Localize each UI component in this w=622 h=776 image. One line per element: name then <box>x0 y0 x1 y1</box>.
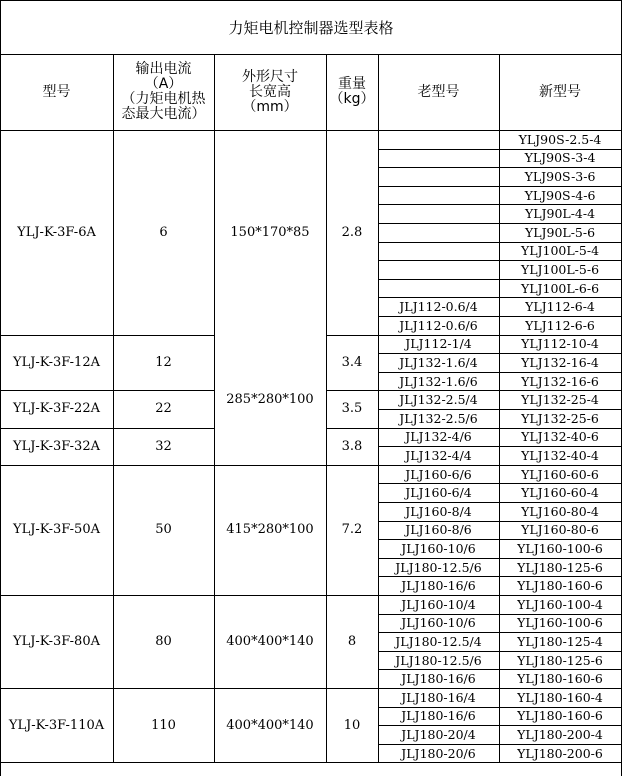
subrow-divider <box>378 521 622 522</box>
group-divider <box>0 335 215 336</box>
group-divider <box>0 595 215 596</box>
new-model-cell: YLJ160-60-6 <box>521 466 599 482</box>
old-model-cell: JLJ180-12.5/6 <box>395 652 482 668</box>
model-cell: YLJ-K-3F-22A <box>12 401 100 417</box>
old-model-cell: JLJ132-1.6/6 <box>399 373 478 389</box>
border-top <box>0 0 622 1</box>
subrow-divider <box>378 465 622 466</box>
old-model-cell: JLJ112-0.6/6 <box>399 317 478 333</box>
new-model-cell: YLJ132-40-4 <box>521 447 599 463</box>
new-model-cell: YLJ180-160-6 <box>517 708 603 724</box>
table-title: 力矩电机控制器选型表格 <box>228 18 394 37</box>
size-cell: 400*400*140 <box>226 634 314 649</box>
old-model-cell <box>378 260 499 279</box>
new-model-cell: YLJ90S-4-6 <box>524 187 596 203</box>
size-cell: 150*170*85 <box>230 224 310 240</box>
old-model-cell: JLJ160-8/6 <box>405 522 472 538</box>
group-divider <box>0 688 215 689</box>
size-cell: 285*280*100 <box>226 392 314 408</box>
subrow-divider <box>378 595 622 596</box>
old-model-cell: JLJ180-12.5/6 <box>395 559 482 575</box>
group-divider <box>326 465 379 466</box>
subrow-divider <box>378 725 622 726</box>
new-model-cell: YLJ160-100-4 <box>517 596 603 612</box>
subrow-divider <box>378 558 622 559</box>
subrow-divider <box>378 502 622 503</box>
header-old-model: 老型号 <box>417 83 460 100</box>
subrow-divider <box>378 651 622 652</box>
model-cell: YLJ-K-3F-6A <box>17 224 96 240</box>
size-divider <box>214 465 327 466</box>
group-divider <box>0 428 215 429</box>
new-model-cell: YLJ112-6-6 <box>525 317 595 333</box>
old-model-cell <box>378 167 499 186</box>
subrow-divider <box>378 279 622 280</box>
group-divider <box>326 335 379 336</box>
new-model-cell: YLJ112-6-4 <box>525 299 595 315</box>
group-divider <box>326 688 379 689</box>
subrow-divider <box>378 539 622 540</box>
old-model-cell: JLJ180-20/4 <box>401 726 476 742</box>
old-model-cell <box>378 223 499 242</box>
subrow-divider <box>378 353 622 354</box>
header-new-model: 新型号 <box>539 83 581 100</box>
subrow-divider <box>378 576 622 577</box>
old-model-cell: JLJ132-2.5/4 <box>399 392 478 408</box>
current-cell: 110 <box>151 717 176 733</box>
current-cell: 22 <box>155 401 172 417</box>
old-model-cell: JLJ180-20/6 <box>401 745 476 761</box>
old-model-cell: JLJ180-12.5/4 <box>395 633 482 649</box>
old-model-cell <box>378 242 499 261</box>
new-model-cell: YLJ160-80-4 <box>521 503 599 519</box>
subrow-divider <box>378 744 622 745</box>
subrow-divider <box>378 409 622 410</box>
subrow-divider <box>378 335 622 336</box>
current-cell: 6 <box>159 224 168 240</box>
new-model-cell: YLJ180-125-4 <box>517 633 603 649</box>
subrow-divider <box>378 688 622 689</box>
old-model-cell <box>378 279 499 298</box>
new-model-cell: YLJ90S-2.5-4 <box>518 131 602 147</box>
old-model-cell: JLJ180-16/6 <box>401 578 476 594</box>
subrow-divider <box>378 446 622 447</box>
group-divider <box>326 390 379 391</box>
old-model-cell: JLJ112-1/4 <box>405 336 472 352</box>
old-model-cell: JLJ180-16/6 <box>401 671 476 687</box>
new-model-cell: YLJ180-160-4 <box>517 689 603 705</box>
size-cell: 415*280*100 <box>226 522 314 538</box>
old-model-cell: JLJ132-4/6 <box>405 429 472 445</box>
new-model-cell: YLJ160-100-6 <box>517 540 603 556</box>
header-weight: 重量 （kg） <box>329 76 375 107</box>
title-divider <box>0 54 622 55</box>
new-model-cell: YLJ180-200-6 <box>517 745 603 761</box>
header-model: 型号 <box>42 83 71 100</box>
column-divider <box>214 54 215 763</box>
subrow-divider <box>378 390 622 391</box>
old-model-cell: JLJ160-10/6 <box>401 615 476 631</box>
old-model-cell <box>378 186 499 205</box>
new-model-cell: YLJ100L-5-4 <box>520 243 600 259</box>
new-model-cell: YLJ132-16-4 <box>521 354 599 370</box>
weight-cell: 3.5 <box>341 401 363 417</box>
old-model-cell: JLJ180-16/4 <box>401 689 476 705</box>
subrow-divider <box>378 483 622 484</box>
old-model-cell <box>378 130 499 149</box>
size-cell: 400*400*140 <box>226 717 314 733</box>
subrow-divider <box>378 223 622 224</box>
weight-cell: 3.8 <box>341 438 363 454</box>
subrow-divider <box>378 149 622 150</box>
new-model-cell: YLJ180-125-6 <box>517 652 603 668</box>
old-model-cell: JLJ160-10/4 <box>401 596 476 612</box>
border-bottom <box>0 762 622 763</box>
current-cell: 32 <box>155 438 172 454</box>
column-divider <box>113 54 114 763</box>
new-model-cell: YLJ180-200-4 <box>517 726 603 742</box>
new-model-cell: YLJ132-25-4 <box>521 392 599 408</box>
subrow-divider <box>378 632 622 633</box>
subrow-divider <box>378 372 622 373</box>
new-model-cell: YLJ132-25-6 <box>521 410 599 426</box>
subrow-divider <box>378 707 622 708</box>
subrow-divider <box>378 204 622 205</box>
subrow-divider <box>378 186 622 187</box>
old-model-cell: JLJ180-16/6 <box>401 708 476 724</box>
model-cell: YLJ-K-3F-32A <box>12 438 100 454</box>
size-divider <box>214 688 327 689</box>
group-divider <box>326 595 379 596</box>
model-cell: YLJ-K-3F-12A <box>12 354 100 370</box>
new-model-cell: YLJ180-160-6 <box>517 578 603 594</box>
current-cell: 80 <box>155 634 172 649</box>
new-model-cell: YLJ132-16-6 <box>521 373 599 389</box>
old-model-cell: JLJ112-0.6/4 <box>399 299 478 315</box>
new-model-cell: YLJ112-10-4 <box>521 336 599 352</box>
weight-cell: 3.4 <box>341 354 363 370</box>
new-model-cell: YLJ90L-5-6 <box>524 224 596 240</box>
header-size: 外形尺寸 长宽高 （mm） <box>242 68 298 115</box>
group-divider <box>326 428 379 429</box>
column-divider <box>326 54 327 763</box>
model-cell: YLJ-K-3F-50A <box>12 522 100 538</box>
old-model-cell <box>378 149 499 168</box>
old-model-cell: JLJ160-6/4 <box>405 485 472 501</box>
new-model-cell: YLJ180-125-6 <box>517 559 603 575</box>
group-divider <box>0 390 215 391</box>
old-model-cell: JLJ160-6/6 <box>405 466 472 482</box>
new-model-cell: YLJ180-160-6 <box>517 671 603 687</box>
new-model-cell: YLJ160-100-6 <box>517 615 603 631</box>
current-cell: 12 <box>155 354 172 370</box>
new-model-cell: YLJ100L-6-6 <box>520 280 600 296</box>
new-model-cell: YLJ100L-5-6 <box>520 261 600 277</box>
subrow-divider <box>378 297 622 298</box>
subrow-divider <box>378 260 622 261</box>
header-current: 输出电流 （A） （力矩电机热 态最大电流） <box>121 61 206 122</box>
old-model-cell: JLJ132-1.6/4 <box>399 354 478 370</box>
weight-cell: 8 <box>347 634 357 649</box>
old-model-cell: JLJ132-2.5/6 <box>399 410 478 426</box>
old-model-cell: JLJ160-10/6 <box>401 540 476 556</box>
subrow-divider <box>378 614 622 615</box>
weight-cell: 10 <box>343 717 361 733</box>
group-divider <box>0 465 215 466</box>
subrow-divider <box>378 167 622 168</box>
subrow-divider <box>378 428 622 429</box>
model-cell: YLJ-K-3F-80A <box>12 634 100 649</box>
current-cell: 50 <box>155 522 172 538</box>
size-divider <box>214 595 327 596</box>
header-divider <box>0 130 622 131</box>
new-model-cell: YLJ90S-3-6 <box>524 168 596 184</box>
subrow-divider <box>378 242 622 243</box>
model-cell: YLJ-K-3F-110A <box>8 717 105 733</box>
new-model-cell: YLJ90S-3-4 <box>524 150 596 166</box>
new-model-cell: YLJ160-80-6 <box>521 522 599 538</box>
old-model-cell: JLJ132-4/4 <box>405 447 472 463</box>
new-model-cell: YLJ90L-4-4 <box>524 206 596 222</box>
subrow-divider <box>378 316 622 317</box>
old-model-cell: JLJ160-8/4 <box>405 503 472 519</box>
border-left <box>0 0 1 776</box>
new-model-cell: YLJ160-60-4 <box>521 485 599 501</box>
new-model-cell: YLJ132-40-6 <box>521 429 599 445</box>
weight-cell: 2.8 <box>341 224 363 240</box>
old-model-cell <box>378 204 499 223</box>
subrow-divider <box>378 669 622 670</box>
weight-cell: 7.2 <box>341 522 363 538</box>
